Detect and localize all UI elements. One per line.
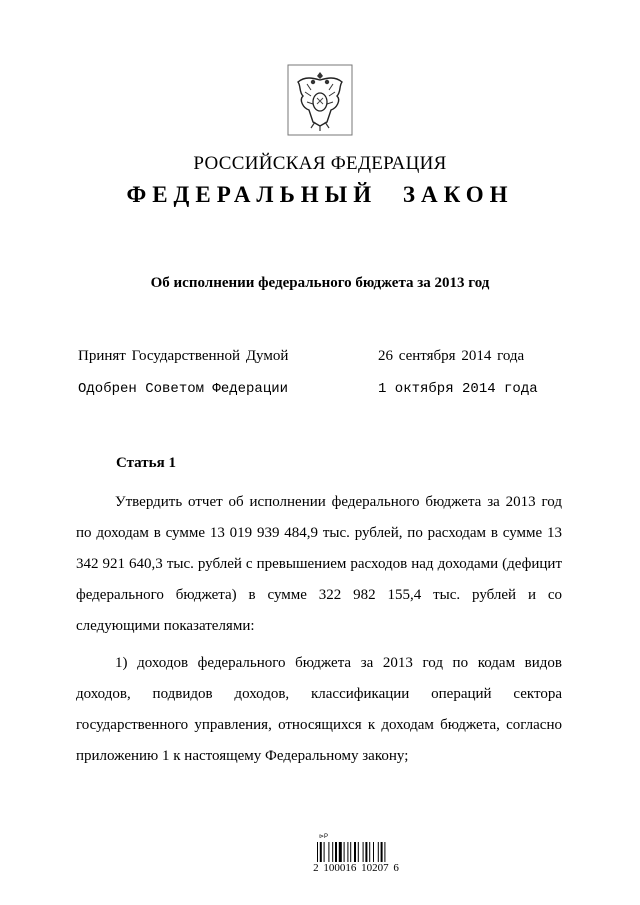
article-paragraph: 1) доходов федерального бюджета за 2013 год по кодам видов доходов, подвидов доходов, классификации операций сектора государственного управления, относящихся к доходам бюджета, согласно приложению 1 к настоящему Федеральному закону;: [76, 655, 562, 764]
document-title: Об исполнении федерального бюджета за 2013 год: [150, 275, 490, 291]
document-type: ФЕДЕРАЛЬНЫЙ ЗАКОН: [126, 182, 514, 207]
coat-of-arms-icon: [287, 64, 353, 136]
duma-adoption-label: Принят Государственной Думой: [78, 348, 289, 364]
article-body: [76, 487, 562, 778]
article-paragraph: Утвердить отчет об исполнении федерального бюджета за 2013 год по доходам в сумме 13 019 939 484,9 тыс. рублей, по расходам в сумме 13 342 921 640,3 тыс. рублей с превышением расходов над доходами (дефицит федерального бюджета) в сумме 322 982 155,4 тыс. рублей и со следующими показателями:: [76, 494, 562, 634]
barcode-number: 2 100016 10207 6: [313, 862, 399, 874]
article-heading: Статья 1: [116, 455, 176, 471]
council-approval-date: 1 октября 2014 года: [378, 381, 538, 397]
country-name: РОССИЙСКАЯ ФЕДЕРАЦИЯ: [193, 153, 447, 174]
svg-text:⊳Р: ⊳Р: [319, 834, 329, 840]
duma-adoption-date: 26 сентября 2014 года: [378, 348, 525, 364]
council-approval-label: Одобрен Советом Федерации: [78, 381, 289, 397]
